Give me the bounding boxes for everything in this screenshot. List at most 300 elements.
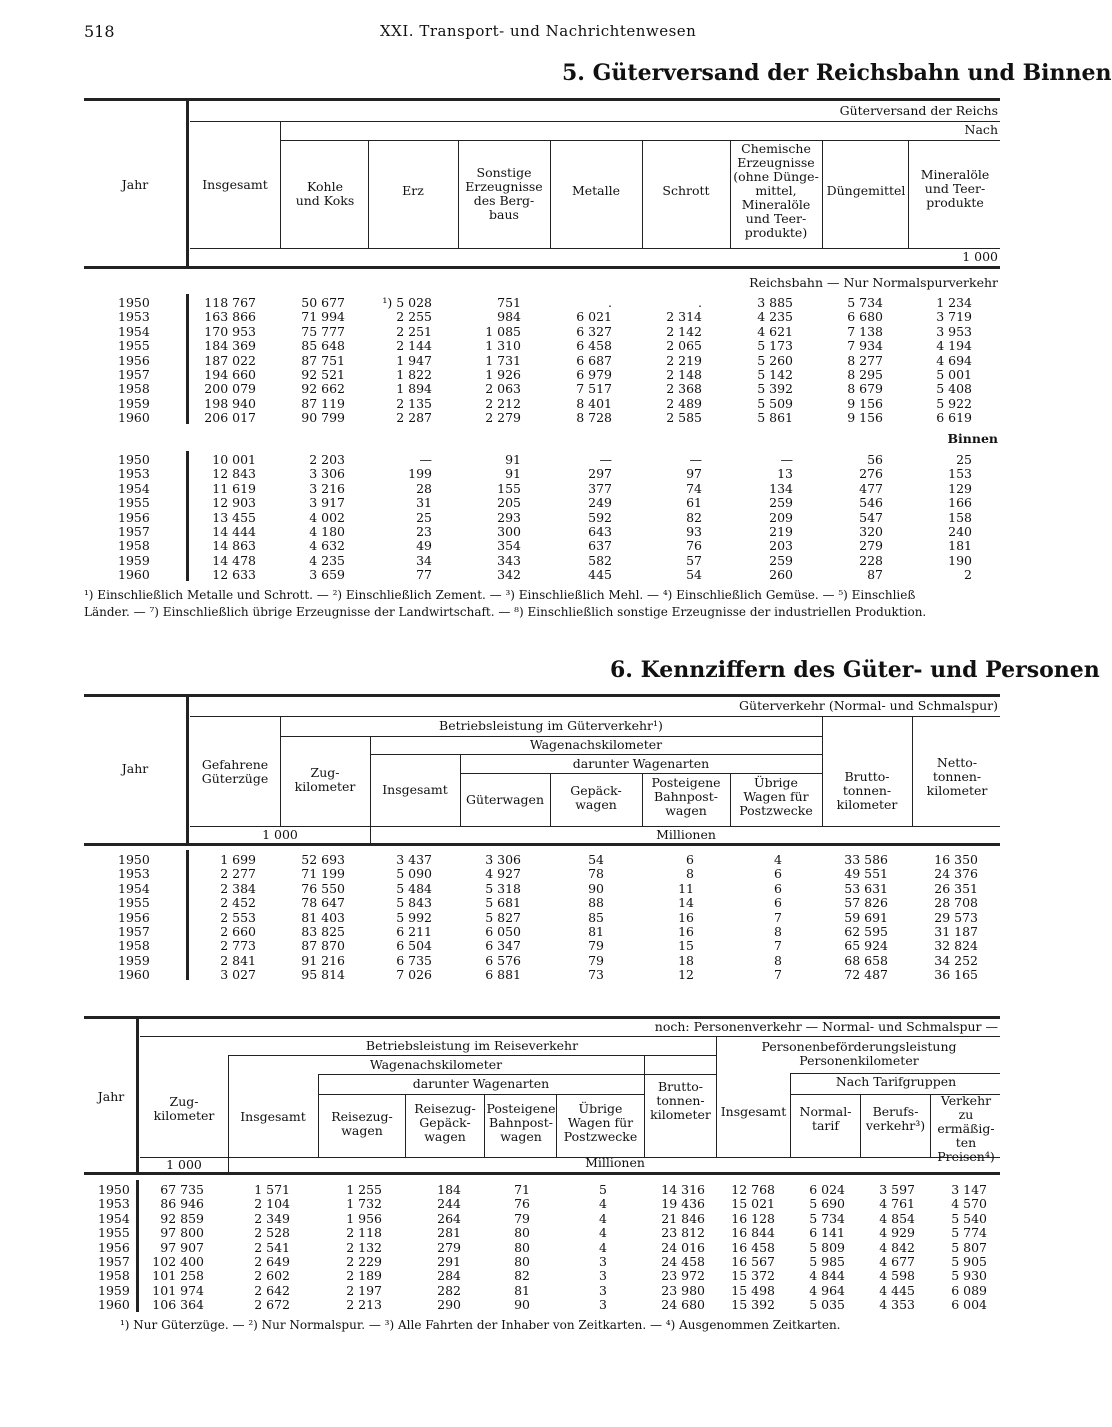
s7-cell: 5 035 xyxy=(809,1297,845,1313)
s7-cell: 5 930 xyxy=(951,1268,987,1284)
s5-g2-cell: 190 xyxy=(948,552,972,568)
s6-cell: 29 573 xyxy=(934,909,978,925)
s5-g2-cell: 228 xyxy=(859,552,883,568)
s5-g2-cell: 97 xyxy=(686,466,702,482)
s5-g2-cell: 240 xyxy=(948,524,972,539)
s5-g1-cell: 1 894 xyxy=(396,381,432,397)
s6-top-label: Güterverkehr (Normal- und Schmalspur) xyxy=(739,698,998,713)
s5-g2-cell: 276 xyxy=(859,466,883,482)
s5-head-duengemittel: Düngemittel xyxy=(826,183,906,198)
s6-cell: 1957 xyxy=(118,924,150,939)
s6-cell: 1960 xyxy=(118,967,150,983)
s5-g2-cell: 4 632 xyxy=(309,538,345,554)
s7-cell: 12 768 xyxy=(731,1182,775,1197)
s7-cell: 3 xyxy=(599,1254,607,1269)
s6-cell: 4 xyxy=(774,852,782,867)
s5-g2-cell: 297 xyxy=(588,466,612,482)
s5-g2-cell: 14 444 xyxy=(212,524,256,539)
s6-cell: 24 376 xyxy=(934,866,978,882)
s5-g2-cell: 12 903 xyxy=(212,495,256,511)
s5-g2-row xyxy=(0,481,1024,496)
page-number: 518 xyxy=(84,22,115,41)
s5-g2-cell: 445 xyxy=(588,567,612,583)
s5-head-schrott: Schrott xyxy=(662,183,710,198)
s7-cell: 19 436 xyxy=(661,1196,705,1212)
s5-g1-cell: 87 751 xyxy=(301,352,345,368)
s5-g2-cell: 354 xyxy=(497,538,521,554)
s6-cell: 6 xyxy=(774,880,782,896)
s5-g1-cell: ¹) 5 028 xyxy=(382,295,432,310)
s5-g1-cell: 8 679 xyxy=(847,381,883,397)
s7-cell: 2 104 xyxy=(254,1196,290,1212)
s6-cell: 6 347 xyxy=(485,938,521,954)
s7-cell: 101 974 xyxy=(152,1282,204,1298)
s5-g2-cell: 34 xyxy=(416,552,432,568)
s7-row xyxy=(0,1283,1024,1298)
s7-cell: 14 316 xyxy=(661,1182,705,1197)
s5-g2-cell: 477 xyxy=(859,480,883,496)
s5-g1-cell: 2 142 xyxy=(666,323,702,339)
s7-cell: 97 907 xyxy=(160,1239,204,1255)
s6-cell: 88 xyxy=(588,895,604,911)
s7-row xyxy=(0,1196,1024,1211)
s7-cell: 5 985 xyxy=(809,1254,845,1269)
s6-head-brutto: Brutto- tonnen- kilometer xyxy=(836,769,898,812)
s6-cell: 87 870 xyxy=(301,938,345,954)
s5-g1-cell: 1950 xyxy=(118,295,150,310)
s7-cell: 5 540 xyxy=(951,1210,987,1226)
s5-g2-cell: 74 xyxy=(686,480,702,496)
s6-cell: 71 199 xyxy=(301,866,345,882)
s7-betrieb-label: Betriebsleistung im Reiseverkehr xyxy=(365,1038,579,1053)
s5-g2-row xyxy=(0,495,1024,510)
s5-g1-cell: 50 677 xyxy=(301,295,345,310)
s6-cell: 5 992 xyxy=(396,909,432,925)
s7-cell: 184 xyxy=(437,1182,461,1197)
s6-row xyxy=(0,910,1024,925)
s6-cell: 15 xyxy=(678,938,694,954)
s7-row xyxy=(0,1182,1024,1197)
chapter-heading: XXI. Transport- und Nachrichtenwesen xyxy=(380,22,697,40)
s6-cell: 76 550 xyxy=(301,880,345,896)
s5-g1-cell: 1957 xyxy=(118,367,150,382)
s7-cell: 16 567 xyxy=(731,1254,775,1269)
s5-g1-cell: 71 994 xyxy=(301,309,345,325)
s5-g1-cell: 5 408 xyxy=(936,381,972,397)
s7-cell: 1953 xyxy=(98,1196,130,1212)
s6-cell: 59 691 xyxy=(844,909,888,925)
s5-g1-cell: 2 251 xyxy=(396,323,432,339)
s5-g2-cell: 10 001 xyxy=(212,452,256,467)
s6-cell: 6 576 xyxy=(485,952,521,968)
s5-g1-cell: 3 719 xyxy=(936,309,972,325)
s5-g1-cell: 2 148 xyxy=(666,367,702,382)
s7-cell: 16 128 xyxy=(731,1210,775,1226)
s5-g1-cell: . xyxy=(698,295,702,310)
s5-g1-cell: 5 001 xyxy=(936,367,972,382)
s5-g2-cell: 28 xyxy=(416,480,432,496)
s6-cell: 31 187 xyxy=(934,924,978,939)
s7-row xyxy=(0,1297,1024,1312)
s5-g2-cell: 643 xyxy=(588,524,612,539)
s7-cell: 97 800 xyxy=(160,1225,204,1241)
s5-g1-cell: 2 287 xyxy=(396,410,432,426)
s6-cell: 83 825 xyxy=(301,924,345,939)
s5-g1-cell: 184 369 xyxy=(204,338,256,354)
s7-cell: 5 690 xyxy=(809,1196,845,1212)
s5-g1-cell: 5 142 xyxy=(757,367,793,382)
s7-cell: 284 xyxy=(437,1268,461,1284)
s6-head-uebrige: Übrige Wagen für Postzwecke xyxy=(739,775,813,818)
s5-g2-cell: 87 xyxy=(867,567,883,583)
s5-g2-cell: 158 xyxy=(948,509,972,525)
s6-head-insgesamt: Insgesamt xyxy=(382,782,448,797)
s7-wagen-label: Wagenachskilometer xyxy=(369,1057,503,1072)
s6-cell: 6 881 xyxy=(485,967,521,983)
s5-g2-cell: 13 xyxy=(777,466,793,482)
s5-g1-cell: 194 660 xyxy=(204,367,256,382)
s5-g1-row xyxy=(0,338,1024,353)
s7-cell: 2 132 xyxy=(346,1239,382,1255)
s6-cell: 57 826 xyxy=(844,895,888,911)
s5-g2-cell: 77 xyxy=(416,567,432,583)
s5-g1-cell: 6 619 xyxy=(936,410,972,426)
s5-g1-cell: 7 517 xyxy=(576,381,612,397)
s6-cell: 28 708 xyxy=(934,895,978,911)
s5-g2-cell: 11 619 xyxy=(212,480,256,496)
s6-cell: 7 xyxy=(774,967,782,983)
s5-g2-row xyxy=(0,466,1024,481)
s5-g1-cell: 2 368 xyxy=(666,381,702,397)
s7-row xyxy=(0,1240,1024,1255)
s5-g2-cell: 249 xyxy=(588,495,612,511)
s7-cell: 1954 xyxy=(98,1210,130,1226)
s7-cell: 2 189 xyxy=(346,1268,382,1284)
s5-g1-cell: 198 940 xyxy=(204,395,256,411)
s5-group1-label: Reichsbahn — Nur Normalspurverkehr xyxy=(749,275,998,290)
s6-cell: 12 xyxy=(678,967,694,983)
s7-cell: 2 197 xyxy=(346,1282,382,1298)
s7-head-gepaeck: Reisezug- Gepäck- wagen xyxy=(414,1101,476,1144)
s7-cell: 81 xyxy=(514,1282,530,1298)
s5-g2-cell: 260 xyxy=(769,567,793,583)
s5-g1-cell: 1958 xyxy=(118,381,150,397)
s6-cell: 5 681 xyxy=(485,895,521,911)
s7-cell: 3 xyxy=(599,1268,607,1284)
s7-cell: 5 807 xyxy=(951,1239,987,1255)
s6-cell: 18 xyxy=(678,952,694,968)
s6-cell: 8 xyxy=(774,924,782,939)
s5-g1-cell: 8 728 xyxy=(576,410,612,426)
s7-cell: 71 xyxy=(514,1182,530,1197)
s6-cell: 85 xyxy=(588,909,604,925)
s5-g1-cell: 7 138 xyxy=(847,323,883,339)
s7-cell: 4 xyxy=(599,1210,607,1226)
s5-g1-cell: 2 255 xyxy=(396,309,432,325)
s5-head-kohle: Kohle und Koks xyxy=(295,179,355,208)
s5-g1-row xyxy=(0,295,1024,310)
s5-g2-cell: 547 xyxy=(859,509,883,525)
s7-head-p-insgesamt: Insgesamt xyxy=(720,1104,787,1119)
s7-cell: 4 598 xyxy=(879,1268,915,1284)
s6-cell: 16 350 xyxy=(934,852,978,867)
s5-g2-cell: — xyxy=(419,452,432,467)
s7-cell: 3 xyxy=(599,1297,607,1313)
s7-head-ermaessigt: Verkehr zu ermäßig- ten Preisen⁴) xyxy=(937,1093,995,1164)
s5-g1-row xyxy=(0,353,1024,368)
s6-cell: 54 xyxy=(588,852,604,867)
s5-g1-cell: 9 156 xyxy=(847,410,883,426)
s5-g2-cell: 49 xyxy=(416,538,432,554)
s5-head-sonstige: Sonstige Erzeugnisse des Berg- baus xyxy=(465,165,543,222)
s6-cell: 6 211 xyxy=(396,924,432,939)
s5-g1-cell: 1 822 xyxy=(396,367,432,382)
s7-cell: 80 xyxy=(514,1254,530,1269)
s7-head-jahr: Jahr xyxy=(97,1089,125,1104)
s5-g1-cell: 1953 xyxy=(118,309,150,325)
s7-row xyxy=(0,1254,1024,1269)
s5-g1-cell: 4 621 xyxy=(757,323,793,339)
s6-cell: 7 xyxy=(774,909,782,925)
s7-cell: 290 xyxy=(437,1297,461,1313)
s5-g1-cell: 8 277 xyxy=(847,352,883,368)
s5-g1-cell: 85 648 xyxy=(301,338,345,354)
section6-title: 6. Kennziffern des Güter- und Personen xyxy=(610,657,1100,683)
s7-head-normal: Normal- tarif xyxy=(799,1104,852,1133)
s5-g2-cell: 3 216 xyxy=(309,480,345,496)
s5-g1-cell: 1955 xyxy=(118,338,150,354)
s5-g2-cell: 93 xyxy=(686,524,702,539)
s7-cell: 79 xyxy=(514,1210,530,1226)
s7-cell: 106 364 xyxy=(152,1297,204,1313)
s5-g2-cell: 1950 xyxy=(118,452,150,467)
s7-head-zug: Zug- kilometer xyxy=(153,1094,215,1123)
s5-g2-cell: 14 478 xyxy=(212,552,256,568)
s7-head-brutto: Brutto- tonnen- kilometer xyxy=(650,1079,711,1122)
s6-cell: 34 252 xyxy=(934,952,978,968)
s5-g1-cell: 92 521 xyxy=(301,367,345,382)
s7-cell: 291 xyxy=(437,1254,461,1269)
s6-wagen-label: Wagenachskilometer xyxy=(529,737,663,752)
s6-row xyxy=(0,852,1024,867)
s6-cell: 78 647 xyxy=(301,895,345,911)
s6-cell: 5 484 xyxy=(396,880,432,896)
s6-cell: 90 xyxy=(588,880,604,896)
s7-cell: 5 774 xyxy=(951,1225,987,1241)
s6-row xyxy=(0,881,1024,896)
s6-cell: 6 xyxy=(686,852,694,867)
s5-g2-cell: 1957 xyxy=(118,524,150,539)
s7-cell: 4 677 xyxy=(879,1254,915,1269)
s7-cell: 90 xyxy=(514,1297,530,1313)
s6-cell: 2 553 xyxy=(220,909,256,925)
s5-g2-cell: 12 633 xyxy=(212,567,256,583)
s7-cell: 2 213 xyxy=(346,1297,382,1313)
s5-g1-cell: 2 489 xyxy=(666,395,702,411)
s6-cell: 72 487 xyxy=(844,967,888,983)
s6-cell: 1956 xyxy=(118,909,150,925)
s5-head-erz: Erz xyxy=(402,183,424,198)
s5-g2-cell: 4 235 xyxy=(309,552,345,568)
s7-cell: 82 xyxy=(514,1268,530,1284)
s5-g2-cell: — xyxy=(780,452,793,467)
s5-g1-cell: 5 392 xyxy=(757,381,793,397)
s7-cell: 4 xyxy=(599,1196,607,1212)
s7-head-uebrige: Übrige Wagen für Postzwecke xyxy=(563,1101,638,1144)
s6-row xyxy=(0,938,1024,953)
s7-row xyxy=(0,1268,1024,1283)
s7-cell: 67 735 xyxy=(160,1182,204,1197)
s6-cell: 36 165 xyxy=(934,967,978,983)
s6-cell: 3 306 xyxy=(485,852,521,867)
s5-g2-cell: 203 xyxy=(769,538,793,554)
s5-g1-cell: 2 065 xyxy=(666,338,702,354)
s5-g1-row xyxy=(0,309,1024,324)
s5-g2-row xyxy=(0,567,1024,582)
s5-g1-cell: 1956 xyxy=(118,352,150,368)
s5-g1-cell: 5 260 xyxy=(757,352,793,368)
s7-footnote: ¹) Nur Güterzüge. — ²) Nur Normalspur. — ³) Alle Fahrten der Inhaber von Zeitkarten. — ⁴) Ausgenommen Zeitkarten. xyxy=(120,1318,841,1332)
s5-g2-cell: 76 xyxy=(686,538,702,554)
s5-g2-cell: 1960 xyxy=(118,567,150,583)
s6-cell: 5 318 xyxy=(485,880,521,896)
s5-footnote-2: Länder. — ⁷) Einschließlich übrige Erzeugnisse der Landwirtschaft. — ⁸) Einschließlich sonstige Erzeugnisse der industriellen Produktion. xyxy=(84,605,927,619)
s6-cell: 79 xyxy=(588,938,604,954)
s5-g2-cell: 23 xyxy=(416,524,432,539)
s5-g1-row xyxy=(0,381,1024,396)
s5-g1-cell: 6 458 xyxy=(576,338,612,354)
s6-cell: 32 824 xyxy=(934,938,978,954)
s5-g1-cell: 3 885 xyxy=(757,295,793,310)
s5-g1-cell: 6 021 xyxy=(576,309,612,325)
s5-g2-cell: 56 xyxy=(867,452,883,467)
s5-g2-cell: 4 180 xyxy=(309,524,345,539)
s5-g2-cell: 320 xyxy=(859,524,883,539)
s5-g2-cell: 13 455 xyxy=(212,509,256,525)
s5-g2-cell: — xyxy=(599,452,612,467)
s5-g2-cell: 259 xyxy=(769,495,793,511)
s5-g2-row xyxy=(0,538,1024,553)
s5-g1-cell: 9 156 xyxy=(847,395,883,411)
s6-betrieb-label: Betriebsleistung im Güterverkehr¹) xyxy=(439,718,663,733)
s5-g1-cell: . xyxy=(608,295,612,310)
s7-cell: 4 570 xyxy=(951,1196,987,1212)
s5-g1-cell: 1959 xyxy=(118,395,150,411)
s7-cell: 2 349 xyxy=(254,1210,290,1226)
s7-person-label: Personenbeförderungsleistung Personenkilometer xyxy=(761,1039,957,1068)
s7-cell: 23 980 xyxy=(661,1282,705,1298)
s7-cell: 1950 xyxy=(98,1182,130,1197)
s5-g2-cell: 91 xyxy=(505,466,521,482)
s5-g2-cell: 219 xyxy=(769,524,793,539)
s6-cell: 1 699 xyxy=(220,852,256,867)
s7-cell: 2 602 xyxy=(254,1268,290,1284)
s5-g1-cell: 5 173 xyxy=(757,338,793,354)
s7-cell: 76 xyxy=(514,1196,530,1212)
s7-cell: 2 118 xyxy=(346,1225,382,1241)
s7-cell: 1 956 xyxy=(346,1210,382,1226)
s5-g2-cell: 25 xyxy=(416,509,432,525)
s5-g1-row xyxy=(0,324,1024,339)
s5-g2-row xyxy=(0,524,1024,539)
s7-cell: 21 846 xyxy=(661,1210,705,1226)
s6-cell: 2 384 xyxy=(220,880,256,896)
s5-g1-row xyxy=(0,396,1024,411)
s7-cell: 101 258 xyxy=(152,1268,204,1284)
s5-g2-cell: 1956 xyxy=(118,509,150,525)
s7-cell: 4 929 xyxy=(879,1225,915,1241)
s5-g2-row xyxy=(0,553,1024,568)
s6-cell: 1953 xyxy=(118,866,150,882)
s6-cell: 2 452 xyxy=(220,895,256,911)
s6-cell: 78 xyxy=(588,866,604,882)
s7-cell: 3 597 xyxy=(879,1182,915,1197)
s5-g2-cell: 12 843 xyxy=(212,466,256,482)
section5-title: 5. Güterversand der Reichsbahn und Binnen xyxy=(562,60,1112,86)
s6-head-gueterwagen: Güterwagen xyxy=(465,792,545,807)
s6-cell: 1955 xyxy=(118,895,150,911)
s5-g1-cell: 1 234 xyxy=(936,295,972,310)
s5-g2-cell: 1954 xyxy=(118,480,150,496)
s7-cell: 2 229 xyxy=(346,1254,382,1269)
s7-cell: 1955 xyxy=(98,1225,130,1241)
s5-g1-cell: 1 085 xyxy=(485,323,521,339)
s7-cell: 15 021 xyxy=(731,1196,775,1212)
s5-head-jahr: Jahr xyxy=(121,177,149,192)
s7-cell: 102 400 xyxy=(152,1254,204,1269)
s5-g1-cell: 1 947 xyxy=(396,352,432,368)
s5-g2-cell: 1958 xyxy=(118,538,150,554)
s5-g2-cell: 3 659 xyxy=(309,567,345,583)
s5-top-label: Güterversand der Reichs xyxy=(839,103,998,118)
s6-cell: 68 658 xyxy=(844,952,888,968)
s5-g1-cell: 92 662 xyxy=(301,381,345,397)
s5-footnote-1: ¹) Einschließlich Metalle und Schrott. — ²) Einschließlich Zement. — ³) Einschließlich Mehl. — ⁴) Einschließlich Gemüse. — ⁵) Einschließ xyxy=(84,588,916,602)
s6-cell: 8 xyxy=(774,952,782,968)
s7-cell: 281 xyxy=(437,1225,461,1241)
s7-row xyxy=(0,1225,1024,1240)
s5-g2-cell: 155 xyxy=(497,480,521,496)
s6-cell: 2 277 xyxy=(220,866,256,882)
s5-g1-cell: 1960 xyxy=(118,410,150,426)
s7-cell: 4 xyxy=(599,1225,607,1241)
s6-cell: 3 027 xyxy=(220,967,256,983)
s5-head-mineraloele: Mineralöle und Teer- produkte xyxy=(920,167,990,210)
s7-cell: 6 141 xyxy=(809,1225,845,1241)
s5-g2-cell: 209 xyxy=(769,509,793,525)
s7-cell: 244 xyxy=(437,1196,461,1212)
s5-g1-cell: 170 953 xyxy=(204,323,256,339)
s5-g2-cell: 1955 xyxy=(118,495,150,511)
s5-g2-cell: 134 xyxy=(769,480,793,496)
s6-cell: 91 216 xyxy=(301,952,345,968)
s5-g1-cell: 1 926 xyxy=(485,367,521,382)
s6-darunter-label: darunter Wagenarten xyxy=(572,756,710,771)
s7-tarif-label: Nach Tarifgruppen xyxy=(835,1074,957,1089)
s7-cell: 2 541 xyxy=(254,1239,290,1255)
s5-g1-cell: 1 731 xyxy=(485,352,521,368)
s7-cell: 24 458 xyxy=(661,1254,705,1269)
s7-cell: 24 680 xyxy=(661,1297,705,1313)
s5-g1-cell: 187 022 xyxy=(204,352,256,368)
s6-cell: 26 351 xyxy=(934,880,978,896)
s7-cell: 282 xyxy=(437,1282,461,1298)
s5-g1-cell: 2 063 xyxy=(485,381,521,397)
s5-g1-cell: 2 135 xyxy=(396,395,432,411)
s7-cell: 6 004 xyxy=(951,1297,987,1313)
s7-cell: 4 842 xyxy=(879,1239,915,1255)
s5-g2-cell: 166 xyxy=(948,495,972,511)
